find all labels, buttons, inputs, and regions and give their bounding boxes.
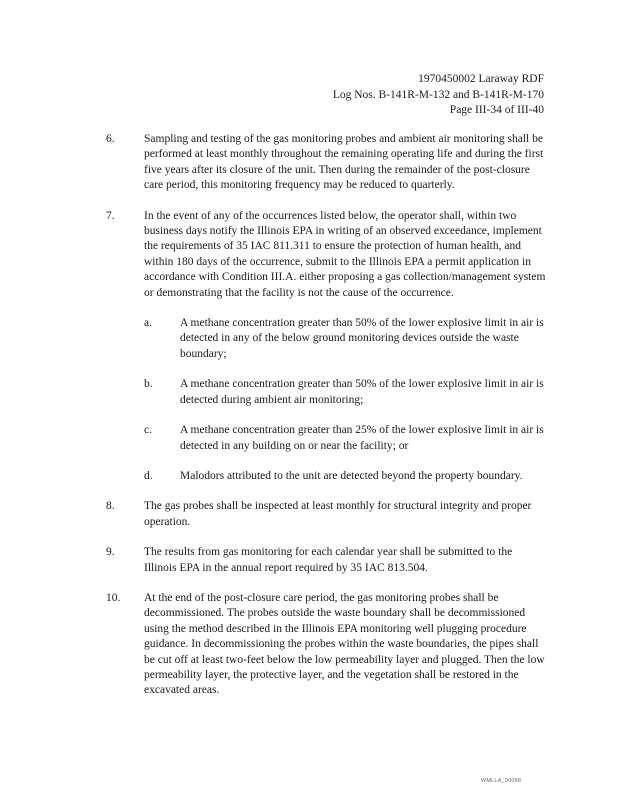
page-number-line: Page III-34 of III-40 <box>449 104 544 116</box>
condition-item <box>106 132 546 194</box>
sub-condition-item <box>144 377 546 408</box>
condition-item <box>106 591 546 699</box>
item-number: 6. <box>106 133 115 145</box>
sub-condition-list <box>144 316 546 484</box>
sub-item-letter: c. <box>144 424 152 437</box>
sub-condition-item <box>144 423 546 454</box>
bates-stamp: WMLLA_00068 <box>481 778 522 784</box>
condition-item <box>106 499 546 530</box>
condition-item <box>106 545 546 576</box>
item-number: 7. <box>106 209 115 222</box>
item-text: At the end of the post-closure care period, the gas monitoring probes shall be decommissioned. The probes outside the waste boundary shall be decommissioned using the method described in the Illinois EPA monitoring well plugging procedure guidance. In decommissioning the probes within the waste boundaries, the pipes shall be cut off at least two-feet below the low permeability layer and plugged. Then the low permeability layer, the protective layer, and the vegetation shall be restored in the excavated areas. <box>144 591 545 697</box>
item-text: The gas probes shall be inspected at least monthly for structural integrity and proper operation. <box>144 500 532 528</box>
sub-item-text: A methane concentration greater than 25% of the lower explosive limit in air is detected in any building on or near the facility; or <box>180 424 544 452</box>
sub-item-text: A methane concentration greater than 50% of the lower explosive limit in air is detected during ambient air monitoring; <box>180 378 544 406</box>
sub-item-letter: b. <box>144 378 153 391</box>
sub-item-text: Malodors attributed to the unit are detected beyond the property boundary. <box>180 469 523 482</box>
sub-item-letter: d. <box>144 469 153 482</box>
document-header <box>333 72 544 119</box>
condition-list <box>106 132 546 714</box>
sub-condition-item <box>144 316 546 362</box>
sub-item-letter: a. <box>144 317 152 330</box>
item-number: 10. <box>106 591 121 604</box>
log-numbers-line: Log Nos. B-141R-M-132 and B-141R-M-170 <box>332 88 544 101</box>
item-number: 9. <box>106 546 115 559</box>
item-text: In the event of any of the occurrences listed below, the operator shall, within two business days notify the Illinois EPA in writing of an observed exceedance, implement the requirements of 35 IAC 811.311 to ensure the protection of human health, and within 180 days of the occurrence, submit to the Illinois EPA a permit application in accordance with Condition III.A. either proposing a gas collection/management system or demonstrating that the facility is not the cause of the occurrence. <box>144 209 546 299</box>
condition-item <box>106 209 546 485</box>
item-text: Sampling and testing of the gas monitoring probes and ambient air monitoring shall be performed at least monthly throughout the remaining operating life and during the first five years after its closure of the unit. Then during the remainder of the post-closure care period, this monitoring frequency may be reduced to quarterly. <box>144 133 544 192</box>
sub-item-text: A methane concentration greater than 50% of the lower explosive limit in air is detected in any of the below ground monitoring devices outside the waste boundary; <box>180 317 544 360</box>
item-number: 8. <box>106 500 115 513</box>
item-text: The results from gas monitoring for each calendar year shall be submitted to the Illinois EPA in the annual report required by 35 IAC 813.504. <box>144 546 513 574</box>
sub-condition-item <box>144 469 546 484</box>
facility-id-line: 1970450002 Laraway RDF <box>418 73 544 85</box>
